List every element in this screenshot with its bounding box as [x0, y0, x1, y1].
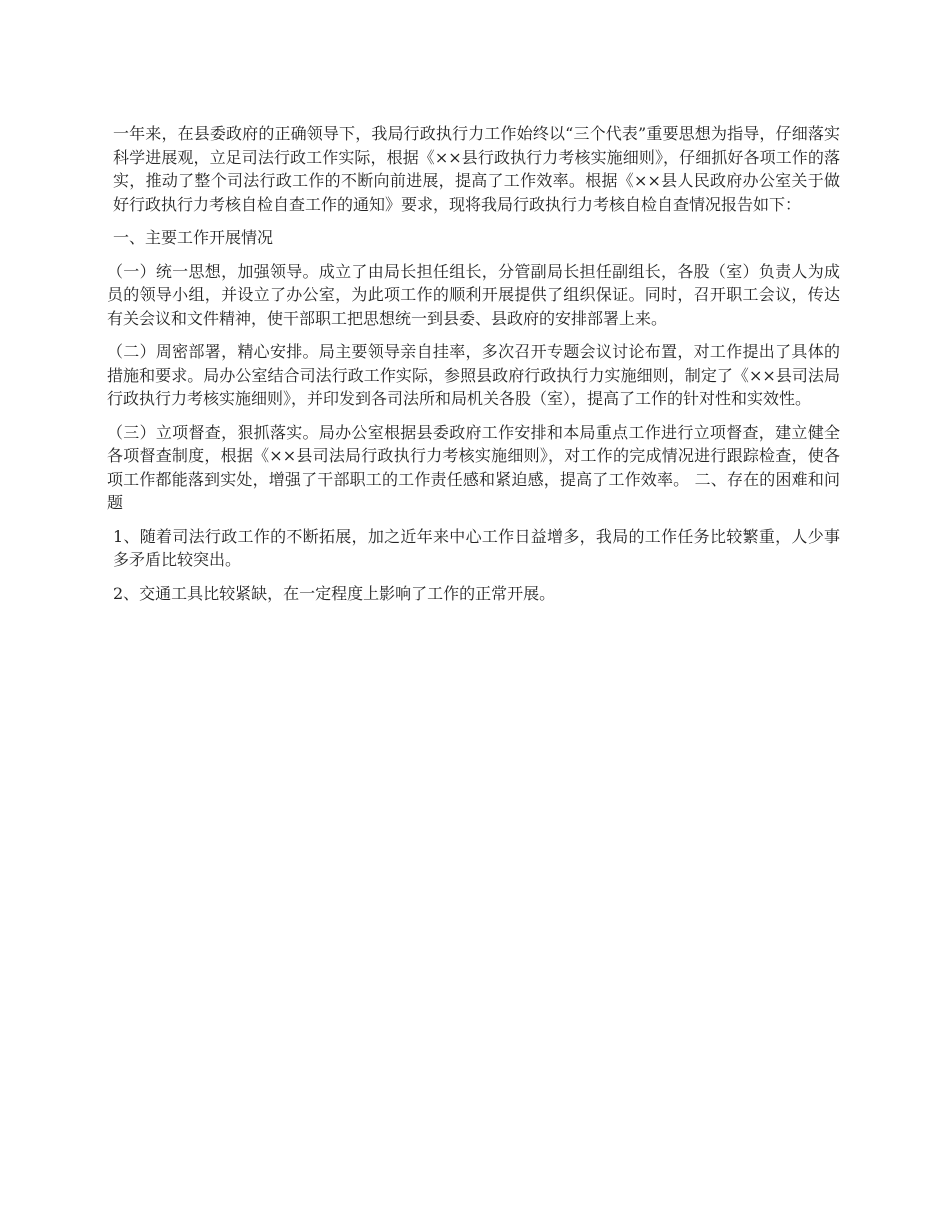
item-paragraph-1: （一）统一思想，加强领导。成立了由局长担任组长，分管副局长担任副组长，各股（室）负责人为成员的领导小组，并设立了办公室，为此项工作的顺利开展提供了组织保证。同时，召开职工会议，传达有关会议和文件精神，使干部职工把思想统一到县委、县政府的安排部署上来。: [107, 261, 840, 328]
intro-paragraph: 一年来，在县委政府的正确领导下，我局行政执行力工作始终以“三个代表”重要思想为指导，仔细落实科学进展观，立足司法行政工作实际，根据《××县行政执行力考核实施细则》，仔细抓好各项工作的落实，推动了整个司法行政工作的不断向前进展，提高了工作效率。根据《××县人民政府办公室关于做好行政执行力考核自检自查工作的通知》要求，现将我局行政执行力考核自检自查情况报告如下：: [113, 124, 840, 214]
document-body: [107, 122, 840, 615]
item-paragraph-2: （二）周密部署，精心安排。局主要领导亲自挂率，多次召开专题会议讨论布置，对工作提出了具体的措施和要求。局办公室结合司法行政工作实际，参照县政府行政执行力实施细则，制定了《××县司法局行政执行力考核实施细则》，并印发到各司法所和局机关各股（室），提高了工作的针对性和实效性。: [107, 342, 840, 408]
item-paragraph-3: （三）立项督查，狠抓落实。局办公室根据县委政府工作安排和本局重点工作进行立项督查，建立健全各项督查制度，根据《××县司法局行政执行力考核实施细则》，对工作的完成情况进行跟踪检查，使各项工作都能落到实处，增强了干部职工的工作责任感和紧迫感，提高了工作效率。 二、存在的困难和问题: [107, 422, 840, 512]
problem-paragraph-1: 1、随着司法行政工作的不断拓展，加之近年来中心工作日益增多，我局的工作任务比较繁重，人少事多矛盾比较突出。: [113, 526, 840, 569]
section-heading-main-work: 一、主要工作开展情况: [113, 228, 274, 247]
problem-paragraph-2: 2、交通工具比较紧缺，在一定程度上影响了工作的正常开展。: [113, 583, 556, 603]
